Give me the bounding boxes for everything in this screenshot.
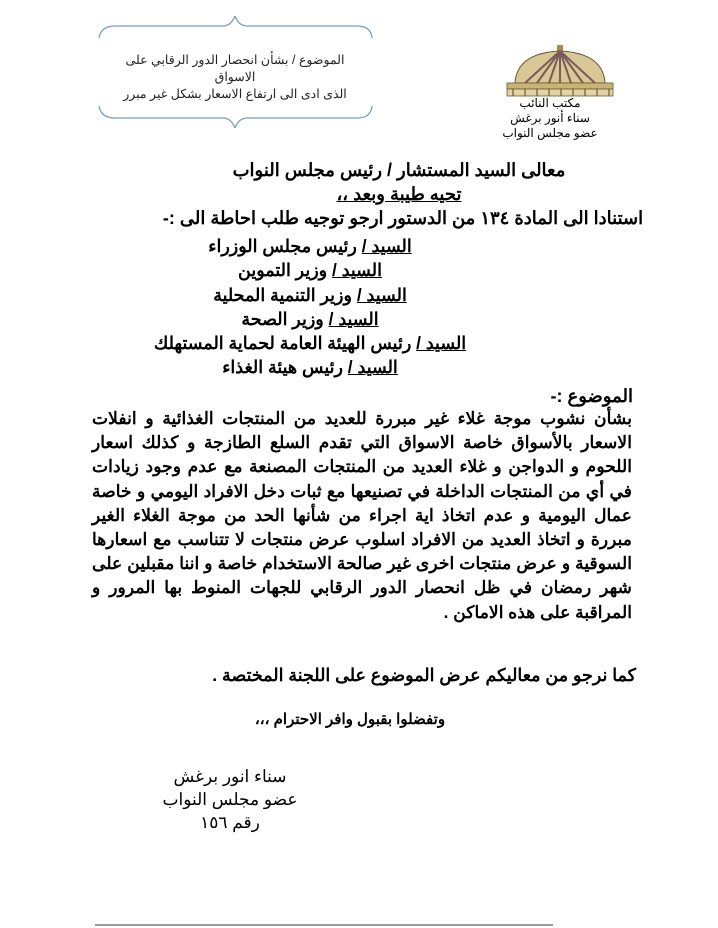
signature-number: رقم ١٥٦ <box>200 813 260 832</box>
recipient-item: السيد / رئيس هيئة الغذاء <box>222 357 398 378</box>
topic-label: الموضوع :- <box>550 386 633 406</box>
office-title: مكتب النائب <box>519 96 581 110</box>
office-member-name: سناء أنور برغش <box>510 111 590 125</box>
subject-line: الذى ادى الى ارتفاع الاسعار بشكل غير مبرر <box>123 87 347 101</box>
recipient-item: السيد / وزير التموين <box>238 260 382 281</box>
greeting: تحيه طيبة وبعد ،، <box>336 184 462 204</box>
subject-line: الموضوع / بشأن انحصار الدور الرقابي على الاسواق <box>125 53 345 84</box>
parliament-dome-icon <box>505 45 615 97</box>
recipient-item: السيد / رئيس الهيئة العامة لحماية المستهلك <box>153 333 467 354</box>
request-line: كما نرجو من معاليكم عرض الموضوع على اللجنة المختصة . <box>212 665 636 685</box>
footer-divider <box>95 924 553 926</box>
office-header <box>490 96 610 141</box>
signature-title: عضو مجلس النواب <box>162 790 298 809</box>
salutation: معالى السيد المستشار / رئيس مجلس النواب <box>232 160 566 180</box>
closing-line: وتفضلوا بقبول وافر الاحترام ،،، <box>254 711 446 728</box>
recipient-item: السيد / رئيس مجلس الوزراء <box>208 236 412 256</box>
topic-body: بشأن نشوب موجة غلاء غير مبررة للعديد من المنتجات الغذائية و انفلات الاسعار بالأسواق خاصة الاسواق التي تقدم السلع الطازجة و كذلك اسعار اللحوم و الدواجن و غلاء العديد من المنتجات المصنعة مع عدم وجود زيادات في أي من المنتجات الداخلة في تصنيعها مع ثبات دخل الافراد اليومي و خاصة عمال اليومية و عدم اتخاذ اية اجراء من شأنها الحد من موجة الغلاء الغير مبررة و اتخاذ العديد من الافراد اسلوب عرض منتجات لا تتناسب مع اسعارها السوقية و عرض منتجات اخرى غير صالحة الاستخدام خاصة و اننا مقبلين على شهر رمضان في ظل انحصار الدور الرقابي للجهات المنوط بها المرور و المراقبة على هذه الاماكن . <box>92 408 632 622</box>
signature-block <box>150 765 310 834</box>
recipient-item: السيد / وزير التنمية المحلية <box>213 284 407 305</box>
reference-line: استنادا الى المادة ١٣٤ من الدستور ارجو توجيه طلب احاطة الى :- <box>162 208 644 228</box>
signature-name: سناء انور برغش <box>173 767 287 786</box>
recipients-list <box>100 234 520 380</box>
subject-box <box>95 16 375 128</box>
recipient-item: السيد / وزير الصحة <box>241 308 379 329</box>
office-member-role: عضو مجلس النواب <box>502 126 598 140</box>
